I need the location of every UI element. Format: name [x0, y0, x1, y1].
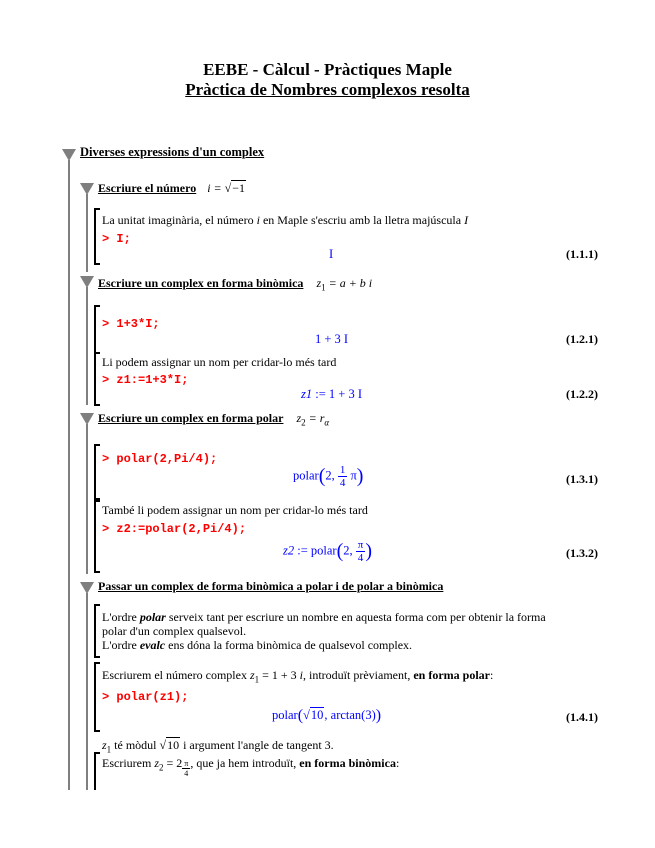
subsection-bar: [86, 194, 88, 272]
equation-label: (1.1.1): [566, 247, 598, 261]
maple-command[interactable]: > polar(2,Pi/4);: [102, 452, 218, 466]
heading-math: $z_1 = a + b$ i: [316, 276, 373, 293]
text-line: Escriurem $z_2 = 2$ $_{\frac{\pi}{4}}$ , que ja hem introduït, en forma binòmica:: [102, 756, 400, 779]
group-bracket: [94, 752, 100, 790]
page-title: EEBE - Càlcul - Pràctiques Maple: [203, 60, 452, 79]
text-span: evalc: [139, 638, 166, 652]
subsection-bar: [86, 593, 88, 790]
group-bracket: [94, 604, 100, 658]
equation-label: (1.3.1): [566, 472, 598, 486]
text-span: , introduït prèviament,: [303, 668, 414, 682]
maple-command[interactable]: > 1+3*I;: [102, 317, 160, 331]
text-span: en forma polar: [413, 668, 490, 682]
maple-command[interactable]: > I;: [102, 232, 131, 246]
text-span: Escriurem: [102, 756, 155, 770]
maple-command[interactable]: > z1:=1+3*I;: [102, 373, 189, 387]
heading-math: $z_2 = r_\alpha$: [296, 411, 330, 428]
group-bracket: [94, 500, 100, 573]
subsection-1-heading: [98, 181, 246, 196]
text-span: i argument l'angle de tangent 3.: [180, 738, 334, 752]
text-line: Li podem assignar un nom per cridar-lo més tard: [102, 355, 337, 369]
text-span: :: [395, 756, 400, 770]
subsection-bar: [86, 424, 88, 574]
text-span: polar: [139, 610, 166, 624]
text-span: , que ja hem introduït,: [190, 756, 300, 770]
text-line: També li podem assignar un nom per cridar-lo més tard: [102, 503, 368, 517]
text-span: serveix tant per escriure un nombre en aquesta forma com per obtenir la forma: [165, 610, 546, 624]
equation-label: (1.4.1): [566, 710, 598, 724]
subsection-4-heading: Passar un complex de forma binòmica a polar i de polar a binòmica: [98, 579, 444, 593]
subsection-title: Escriure un complex en forma binòmica: [98, 276, 304, 290]
maple-output: 1 + 3 I: [315, 332, 349, 346]
subsection-title: Escriure el número: [98, 181, 197, 195]
subsection-bar: [86, 287, 88, 405]
maple-command[interactable]: > z2:=polar(2,Pi/4);: [102, 522, 247, 536]
maple-output: polar(√10, arctan(3)): [272, 707, 382, 724]
section-bar: [68, 160, 70, 790]
maple-output: polar(2, $\frac{1}{4}$ π): [293, 464, 364, 489]
text-span: ens dóna la forma binòmica de qualsevol complex.: [165, 638, 413, 652]
group-bracket: [94, 208, 100, 265]
text-span: té mòdul: [111, 738, 160, 752]
equation-label: (1.3.2): [566, 546, 598, 560]
text-span: Escriurem el número complex: [102, 668, 250, 682]
text-line: $z_1$ té mòdul √10 i argument l'angle de tangent 3.: [102, 738, 334, 755]
text-span: L'ordre: [102, 610, 140, 624]
text-span: en forma binòmica: [299, 756, 396, 770]
subsection-2-heading: [98, 276, 372, 292]
heading-math: i = √−1: [207, 181, 246, 195]
equation-label: (1.2.1): [566, 332, 598, 346]
text-line: [102, 638, 412, 653]
main-section-heading: Diverses expressions d'un complex: [80, 145, 265, 159]
text-span: L'ordre: [102, 638, 140, 652]
text-line: [102, 610, 546, 625]
text-line: Escriurem el número complex $z_1 = 1 + 3$ i, introduït prèviament, en forma polar:: [102, 668, 494, 685]
group-bracket: [94, 444, 100, 500]
maple-output: I: [329, 247, 334, 261]
group-bracket: [94, 662, 100, 732]
page-subtitle: Pràctica de Nombres complexos resolta: [185, 80, 470, 99]
maple-command[interactable]: > polar(z1);: [102, 690, 189, 704]
maple-output: z1 := 1 + 3 I: [301, 387, 362, 401]
text-line: polar d'un complex qualsevol.: [102, 624, 247, 638]
maple-output: z2 := polar(2, $\frac{\pi}{4}$ ): [283, 539, 372, 564]
group-bracket: [94, 305, 100, 354]
group-bracket: [94, 352, 100, 406]
text-line: La unitat imaginària, el número i en Maple s'escriu amb la lletra majúscula I: [102, 213, 469, 227]
equation-label: (1.2.2): [566, 387, 598, 401]
subsection-3-heading: [98, 411, 329, 427]
subsection-title: Escriure un complex en forma polar: [98, 411, 284, 425]
